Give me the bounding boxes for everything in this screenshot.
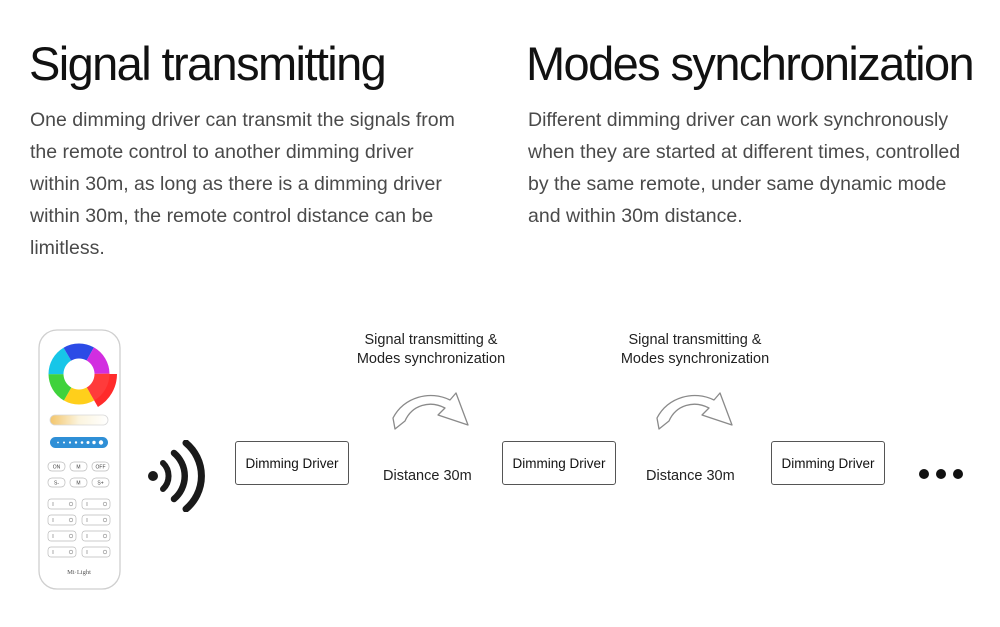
ellipsis-icon xyxy=(919,469,963,479)
left-paragraph-line: One dimming driver can transmit the signals from xyxy=(30,109,455,131)
relay-caption-line: Modes synchronization xyxy=(356,351,506,367)
remote-button-label: M xyxy=(76,464,81,471)
right-paragraph-line: Different dimming driver can work synchronously xyxy=(528,109,949,131)
ellipsis-dot xyxy=(953,469,963,479)
remote-button-label: S- xyxy=(54,480,59,487)
relay-caption-line: Signal transmitting & xyxy=(364,332,498,348)
relay-caption xyxy=(331,331,531,369)
relay-caption-line: Signal transmitting & xyxy=(628,332,762,348)
temperature-bar xyxy=(50,415,108,425)
distance-label: Distance 30m xyxy=(383,468,472,484)
ellipsis-dot xyxy=(919,469,929,479)
remote-button-label: OFF xyxy=(95,464,106,471)
remote-button-label: ON xyxy=(52,464,61,471)
right-paragraph-line: when they are started at different times, controlled xyxy=(528,141,961,163)
color-wheel xyxy=(49,344,109,404)
left-paragraph-line: the remote control to another dimming driver xyxy=(30,141,414,163)
right-heading: Modes synchronization xyxy=(526,37,974,90)
left-paragraph xyxy=(30,104,455,264)
dimming-driver-box: Dimming Driver xyxy=(502,441,616,485)
remote-button-label: M xyxy=(76,480,81,487)
right-paragraph-line: by the same remote, under same dynamic mode xyxy=(528,173,947,195)
left-paragraph-line: within 30m, as long as there is a dimming driver xyxy=(30,173,442,195)
ellipsis-dot xyxy=(936,469,946,479)
right-paragraph xyxy=(528,104,960,232)
remote-button-label: S+ xyxy=(97,480,104,487)
curved-arrow-icon xyxy=(390,385,472,435)
curved-arrow-icon xyxy=(654,385,736,435)
left-paragraph-line: within 30m, the remote control distance can be xyxy=(30,205,434,227)
remote-brand: Mi·Light xyxy=(67,569,91,576)
dimming-driver-box: Dimming Driver xyxy=(235,441,349,485)
left-heading: Signal transmitting xyxy=(29,37,386,90)
right-paragraph-line: and within 30m distance. xyxy=(528,205,743,227)
relay-caption-line: Modes synchronization xyxy=(620,351,770,367)
dimming-driver-box: Dimming Driver xyxy=(771,441,885,485)
distance-label: Distance 30m xyxy=(646,468,735,484)
wireless-signal-icon xyxy=(146,440,206,512)
relay-caption xyxy=(595,331,795,369)
left-paragraph-line: limitless. xyxy=(30,237,105,259)
remote-control-icon xyxy=(38,329,122,591)
